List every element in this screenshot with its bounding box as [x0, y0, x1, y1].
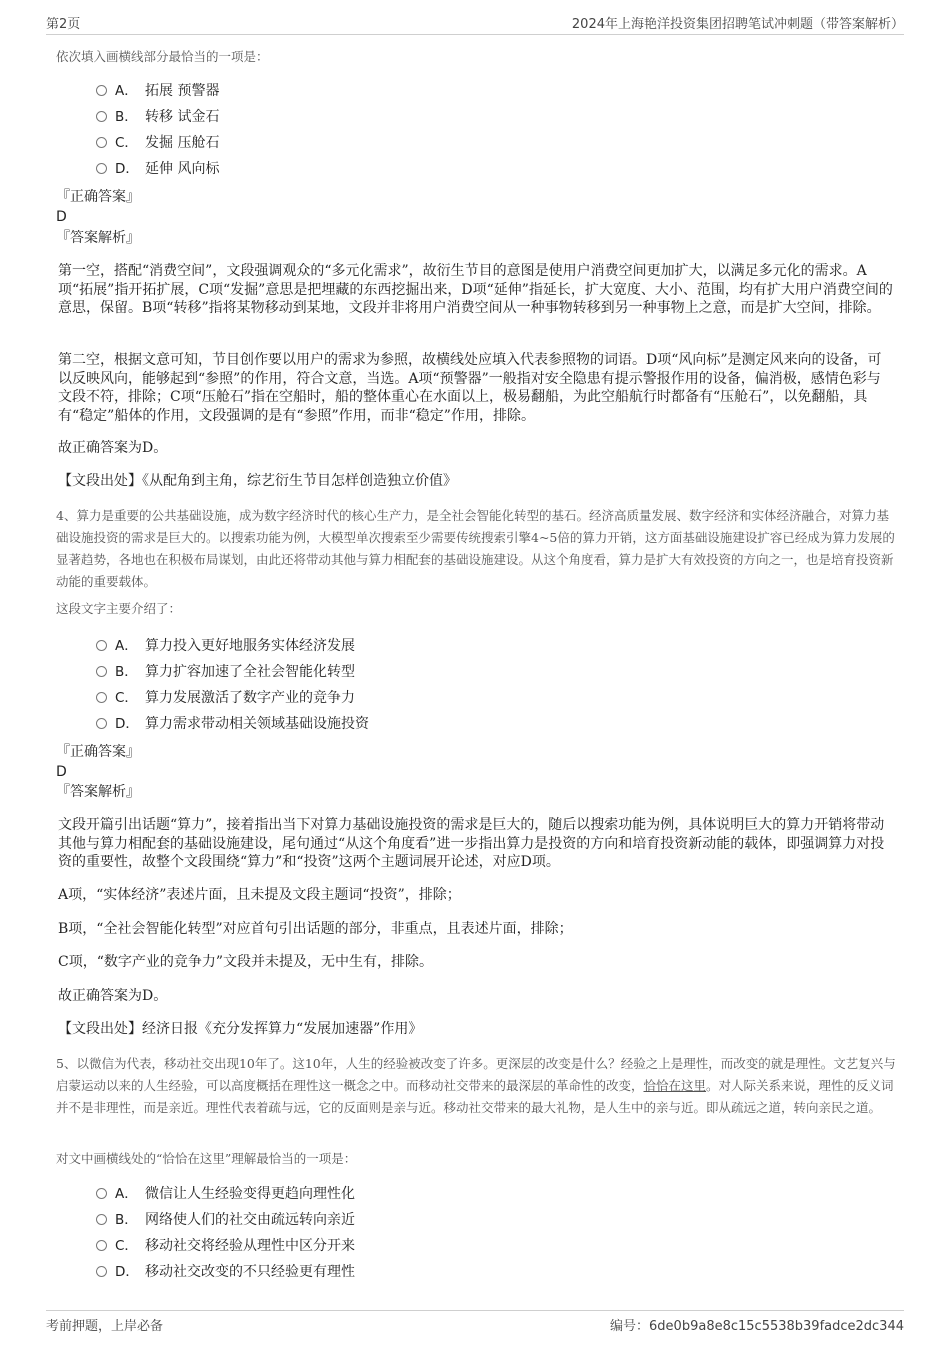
radio-icon[interactable] [96, 692, 107, 703]
q3-analysis-p3: 故正确答案为D。 [58, 440, 168, 456]
radio-icon[interactable] [96, 163, 107, 174]
radio-icon[interactable] [96, 718, 107, 729]
q4-option-c[interactable]: C． 算力发展激活了数字产业的竞争力 [96, 688, 355, 708]
page-number: 第2页 [46, 17, 81, 32]
q4-option-d[interactable]: D． 算力需求带动相关领域基础设施投资 [96, 714, 369, 734]
q3-analysis-label: 『答案解析』 [56, 230, 140, 246]
q4-source: 【文段出处】经济日报《充分发挥算力“发展加速器”作用》 [58, 1021, 423, 1037]
footer-slogan: 考前押题，上岸必备 [46, 1319, 164, 1334]
q5-prompt: 对文中画横线处的“恰恰在这里”理解最恰当的一项是： [56, 1151, 357, 1166]
radio-icon[interactable] [96, 1266, 107, 1277]
q4-prompt: 这段文字主要介绍了： [56, 601, 182, 616]
q4-option-a[interactable]: A． 算力投入更好地服务实体经济发展 [96, 636, 355, 656]
q4-analysis-p1: 文段开篇引出话题“算力”，接着指出当下对算力基础设施投资的需求是巨大的，随后以搜索功能为例，具体说明巨大的算力开销将带动其他与算力相配套的基础设施建设，尾句通过“从这个角度看”进一步指出算力是投资的方向和培育投资新动能的载体，即强调算力对投资的重要性，故整个文段围绕“算力”和“投资”这两个主题词展开论述，对应D项。 [58, 817, 885, 870]
radio-icon[interactable] [96, 85, 107, 96]
radio-icon[interactable] [96, 640, 107, 651]
q4-stem: 4、算力是重要的公共基础设施，成为数字经济时代的核心生产力，是全社会智能化转型的基石。经济高质量发展、数字经济和实体经济融合，对算力基础设施投资的需求是巨大的。以搜索功能为例，大模型单次搜索至少需要传统搜索引擎4~5倍的算力开销，这方面基础设施建设扩容已经成为算力发展的显著趋势，各地也在积极布局谋划，由此还将带动其他与算力相配套的基础设施建设。从这个角度看，算力是扩大有效投资的方向之一，也是培育投资新动能的重要载体。 [56, 508, 895, 589]
q4-analysis-p2: A项，“实体经济”表述片面，且未提及文段主题词“投资”，排除； [58, 887, 461, 903]
q3-analysis-p1: 第一空，搭配“消费空间”，文段强调观众的“多元化需求”，故衍生节目的意图是使用户消费空间更加扩大，以满足多元化的需求。A项“拓展”指开拓扩展，C项“发掘”意思是把埋藏的东西挖掘出来，D项“延伸”指延长，扩大宽度、大小、范围，均有扩大用户消费空间的意思，保留。B项“转移”指将某物移动到某地，文段并非将用户消费空间从一种事物转移到另一种事物上之意，而是扩大空间，排除。 [58, 263, 893, 316]
page-footer [46, 1310, 904, 1335]
radio-icon[interactable] [96, 1214, 107, 1225]
q5-stem: 5、以微信为代表，移动社交出现10年了。这10年，人生的经验被改变了许多。更深层的改变是什么？经验之上是理性，而改变的就是理性。文艺复兴与启蒙运动以来的人生经验，可以高度概括在理性这一概念之中。而移动社交带来的最深层的革命性的改变，恰恰在这里。对人际关系来说，理性的反义词并不是非理性，而是亲近。理性代表着疏与远，它的反面则是亲与近。移动社交带来的最大礼物，是人生中的亲与近。即从疏远之道，转向亲民之道。 [56, 1056, 896, 1115]
radio-icon[interactable] [96, 1188, 107, 1199]
radio-icon[interactable] [96, 666, 107, 677]
q4-analysis-p3: B项，“全社会智能化转型”对应首句引出话题的部分，非重点，且表述片面，排除； [58, 921, 573, 937]
underlined-phrase: 恰恰在这里 [643, 1078, 707, 1093]
q4-answer: D [56, 764, 67, 780]
radio-icon[interactable] [96, 1240, 107, 1251]
q5-option-a[interactable]: A． 微信让人生经验变得更趋向理性化 [96, 1184, 355, 1204]
q3-option-a[interactable]: A． 拓展 预警器 [96, 81, 219, 101]
q3-prompt: 依次填入画横线部分最恰当的一项是： [56, 49, 269, 64]
document-title: 2024年上海艳洋投资集团招聘笔试冲刺题（带答案解析） [571, 17, 904, 32]
q3-answer-label: 『正确答案』 [56, 189, 140, 205]
q5-option-c[interactable]: C． 移动社交将经验从理性中区分开来 [96, 1236, 355, 1256]
q5-option-d[interactable]: D． 移动社交改变的不只经验更有理性 [96, 1262, 355, 1282]
q4-option-b[interactable]: B． 算力扩容加速了全社会智能化转型 [96, 662, 355, 682]
q4-analysis-label: 『答案解析』 [56, 784, 140, 800]
q3-answer: D [56, 209, 67, 225]
q3-option-c[interactable]: C． 发掘 压舱石 [96, 133, 219, 153]
q4-analysis-p5: 故正确答案为D。 [58, 988, 168, 1004]
q3-option-d[interactable]: D． 延伸 风向标 [96, 159, 219, 179]
page-header [46, 12, 904, 35]
q4-analysis-p4: C项，“数字产业的竞争力”文段并未提及，无中生有，排除。 [58, 954, 434, 970]
q3-source: 【文段出处】《从配角到主角，综艺衍生节目怎样创造独立价值》 [58, 473, 457, 489]
document-code: 编号：6de0b9a8e8c15c5538b39fadce2dc344 [610, 1319, 904, 1334]
radio-icon[interactable] [96, 111, 107, 122]
radio-icon[interactable] [96, 137, 107, 148]
q3-option-b[interactable]: B． 转移 试金石 [96, 107, 219, 127]
q3-analysis-p2: 第二空，根据文意可知，节目创作要以用户的需求为参照，故横线处应填入代表参照物的词语。D项“风向标”是测定风来向的设备，可以反映风向，能够起到“参照”的作用，符合文意，当选。A项“预警器”一般指对安全隐患有提示警报作用的设备，偏消极，感情色彩与文段不符，排除；C项“压舱石”指在空船时，船的整体重心在水面以上，极易翻船，为此空船航行时都备有“压舱石”，以免翻船，具有“稳定”船体的作用，文段强调的是有“参照”作用，而非“稳定”作用，排除。 [58, 352, 882, 424]
q5-option-b[interactable]: B． 网络使人们的社交由疏远转向亲近 [96, 1210, 355, 1230]
q4-answer-label: 『正确答案』 [56, 744, 140, 760]
